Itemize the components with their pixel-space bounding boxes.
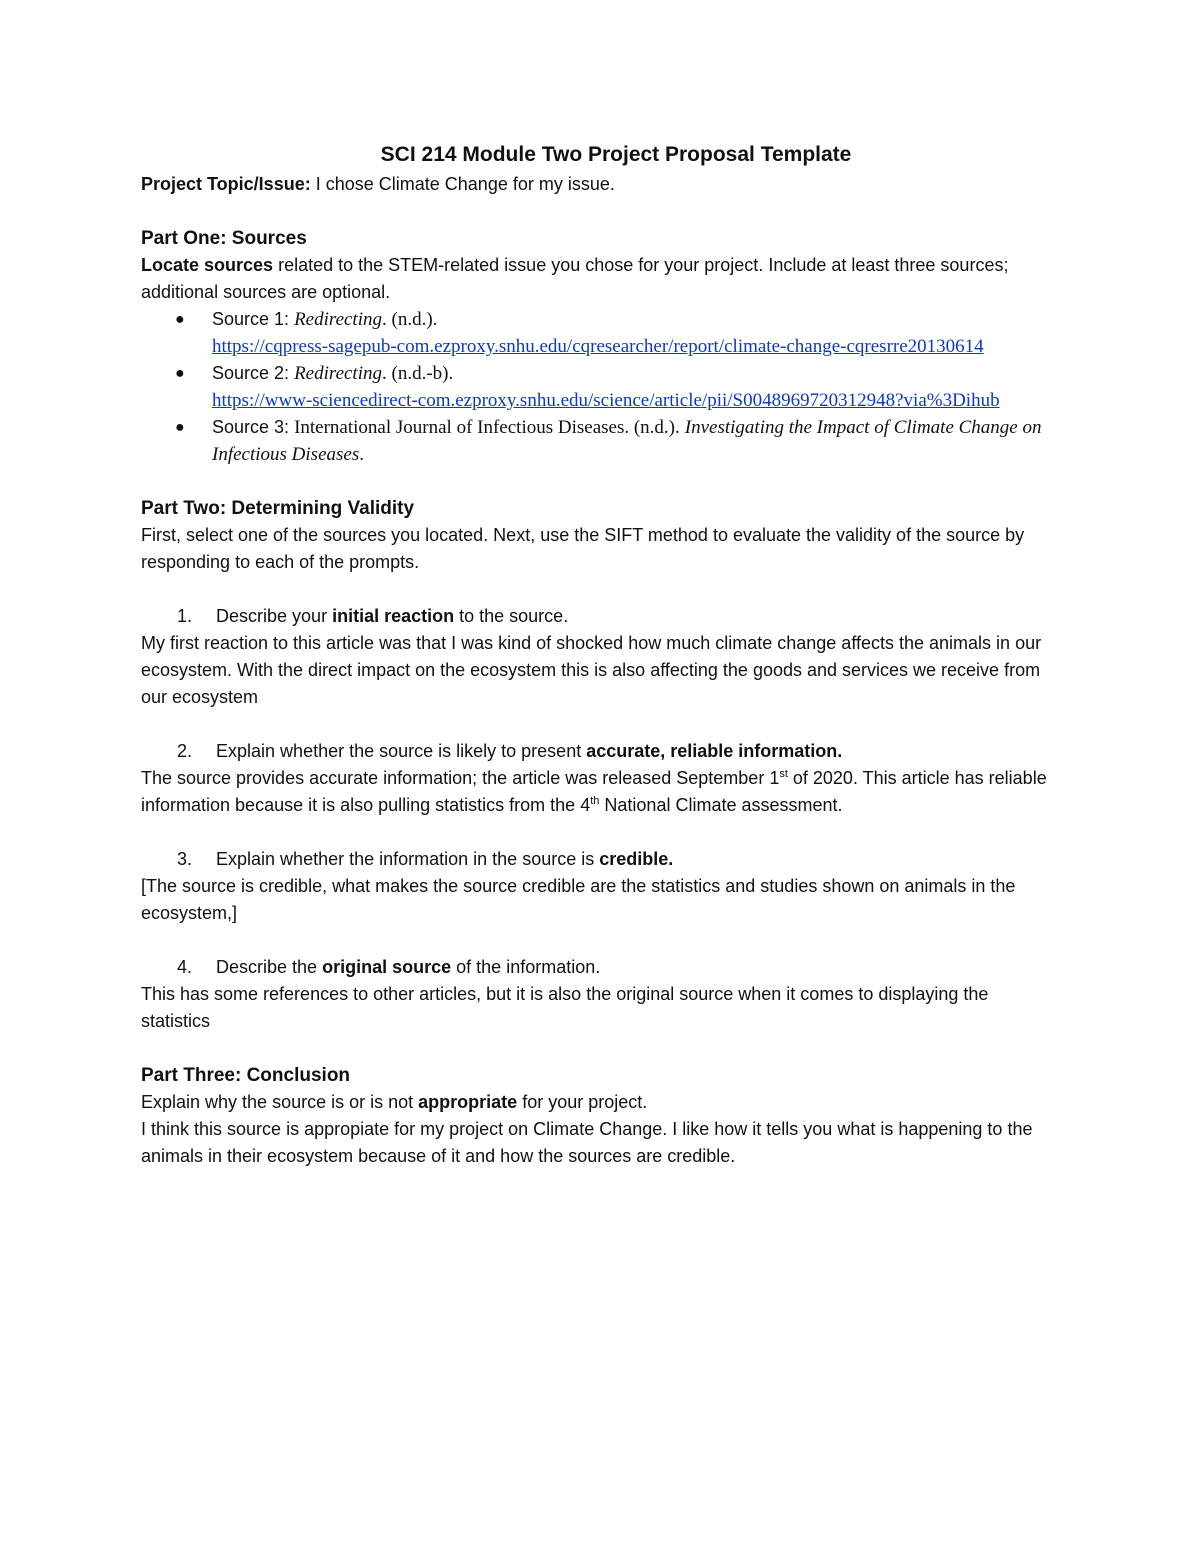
source-list bbox=[141, 306, 1061, 468]
answer-2 bbox=[141, 765, 1061, 819]
prompt-number: 1. bbox=[177, 606, 193, 626]
source-end: . bbox=[359, 444, 364, 465]
document-page bbox=[141, 140, 1061, 1170]
source-item-1 bbox=[175, 306, 1061, 360]
prompt-number: 3. bbox=[177, 849, 193, 869]
source-item-2 bbox=[175, 360, 1061, 414]
part-one-intro-text: related to the STEM-related issue you chose for your project. Include at least three sources; additional sources are optional. bbox=[141, 255, 1009, 302]
source-link-1[interactable]: https://cqpress-sagepub-com.ezproxy.snhu.edu/cqresearcher/report/climate-change-cqresrre20130614 bbox=[212, 336, 984, 357]
bullet-icon: ● bbox=[175, 311, 185, 328]
source-title: Redirecting bbox=[294, 309, 382, 330]
part-three-prompt bbox=[141, 1089, 1061, 1116]
answer-1: My first reaction to this article was that I was kind of shocked how much climate change affects the animals in our ecosystem. With the direct impact on the ecosystem this is also affecting the goods and services we receive from our ecosystem bbox=[141, 633, 1042, 707]
prompt-keyword: credible. bbox=[599, 849, 674, 869]
project-topic bbox=[141, 171, 1061, 198]
part-two-heading: Part Two: Determining Validity bbox=[141, 498, 415, 519]
prompt-keyword: appropriate bbox=[418, 1092, 518, 1112]
part-one-intro bbox=[141, 252, 1061, 306]
document-title: SCI 214 Module Two Project Proposal Template bbox=[380, 143, 852, 166]
part-three-answer: I think this source is appropiate for my project on Climate Change. I like how it tells you what is happening to the animals in their ecosystem because of it and how the sources are credible. bbox=[141, 1119, 1033, 1166]
answer-text: National Climate assessment. bbox=[599, 795, 843, 815]
prompt-text-end: for your project. bbox=[522, 1092, 648, 1112]
part-one-heading: Part One: Sources bbox=[141, 228, 307, 249]
ordinal-suffix: th bbox=[590, 795, 600, 807]
prompt-text-end: to the source. bbox=[459, 606, 569, 626]
project-topic-value: I chose Climate Change for my issue. bbox=[315, 174, 615, 194]
source-item-3 bbox=[175, 414, 1061, 468]
prompt-number: 4. bbox=[177, 957, 193, 977]
prompt-keyword: original source bbox=[322, 957, 452, 977]
source-meta: . (n.d.-b). bbox=[382, 363, 454, 384]
part-three-heading: Part Three: Conclusion bbox=[141, 1065, 351, 1086]
prompt-number: 2. bbox=[177, 741, 193, 761]
ordinal-suffix: st bbox=[779, 768, 788, 780]
source-label: Source 2: bbox=[212, 363, 290, 383]
prompt-text: Explain why the source is or is not bbox=[141, 1092, 414, 1112]
source-label: Source 3: bbox=[212, 417, 290, 437]
prompt-4 bbox=[141, 954, 1061, 981]
prompt-3 bbox=[141, 846, 1061, 873]
answer-3: [The source is credible, what makes the source credible are the statistics and studies shown on animals in the ecosystem,] bbox=[141, 876, 1016, 923]
bullet-icon: ● bbox=[175, 365, 185, 382]
answer-4: This has some references to other articles, but it is also the original source when it comes to displaying the statistics bbox=[141, 984, 989, 1031]
prompt-text-end: of the information. bbox=[456, 957, 601, 977]
source-link-2[interactable]: https://www-sciencedirect-com.ezproxy.snhu.edu/science/article/pii/S0048969720312948?via%3Dihub bbox=[212, 390, 1000, 411]
source-meta: . (n.d.). bbox=[382, 309, 438, 330]
answer-text: The source provides accurate information; the article was released September 1 bbox=[141, 768, 780, 788]
part-one-intro-bold: Locate sources bbox=[141, 255, 274, 275]
part-two-intro: First, select one of the sources you located. Next, use the SIFT method to evaluate the validity of the source by responding to each of the prompts. bbox=[141, 525, 1025, 572]
answer-text: of 2020. This article has reliable information because it is also pulling statistics from the 4 bbox=[141, 768, 1047, 815]
source-author: International Journal of Infectious Diseases. (n.d.). bbox=[294, 417, 680, 438]
prompt-text: Explain whether the information in the source is bbox=[216, 849, 595, 869]
prompt-keyword: initial reaction bbox=[332, 606, 455, 626]
prompt-1 bbox=[141, 603, 1061, 630]
source-title: Redirecting bbox=[294, 363, 382, 384]
prompt-text: Describe your bbox=[216, 606, 328, 626]
prompt-text: Describe the bbox=[216, 957, 318, 977]
source-label: Source 1: bbox=[212, 309, 290, 329]
bullet-icon: ● bbox=[175, 419, 185, 436]
source-title: Investigating the Impact of Climate Change on Infectious Diseases bbox=[212, 417, 1042, 465]
prompt-text: Explain whether the source is likely to present bbox=[216, 741, 582, 761]
prompt-keyword: accurate, reliable information. bbox=[586, 741, 843, 761]
prompt-2 bbox=[141, 738, 1061, 765]
project-topic-label: Project Topic/Issue: bbox=[141, 174, 311, 194]
